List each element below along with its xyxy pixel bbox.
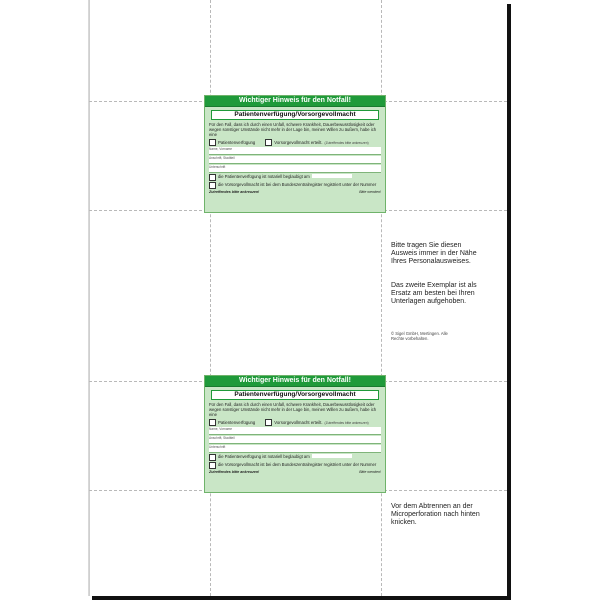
patientenverfuegung-checkbox[interactable]	[209, 419, 216, 426]
vorsorgevollmacht-checkbox[interactable]	[265, 419, 272, 426]
footer-right: Bitte wenden!	[359, 190, 381, 195]
name-field[interactable]: Name, Vorname	[209, 427, 381, 435]
notarized-label: die Patientenverfügung ist notariell beglaubigt am	[218, 174, 310, 180]
notarized-date-field[interactable]	[312, 174, 352, 178]
option-row	[209, 419, 381, 426]
registered-checkbox[interactable]	[209, 182, 216, 189]
signature-field[interactable]: Unterschrift	[209, 445, 381, 453]
option2-label: Vorsorgevollmacht erteilt.	[274, 140, 323, 146]
perforation-vertical-left	[210, 0, 211, 596]
keep-with-id-note: Bitte tragen Sie diesen Ausweis immer in der Nähe Ihres Personalausweises.	[391, 242, 477, 265]
option2-note: (Zutreffendes bitte ankreuzen)	[324, 420, 369, 425]
footer-left: Zutreffendes bitte ankreuzen!	[209, 190, 260, 195]
notarized-checkbox[interactable]	[209, 454, 216, 461]
card-header: Wichtiger Hinweis für den Notfall!	[205, 96, 385, 107]
card-footer	[209, 470, 381, 474]
signature-field[interactable]: Unterschrift	[209, 165, 381, 173]
card-intro-text: Für den Fall, dass ich durch einen Unfall, schwere Krankheit, Dauerbewusstlosigkeit oder wegen sonstiger Umstände nicht mehr in der Lage bin, meinen Willen zu äußern, habe ich eine	[209, 122, 377, 138]
notarized-checkbox[interactable]	[209, 174, 216, 181]
option1-label: Patientenverfügung	[218, 420, 256, 426]
registered-row	[209, 462, 381, 469]
notarized-row	[209, 454, 381, 461]
address-field[interactable]: Anschrift, Stadtteil	[209, 156, 381, 164]
option2-note: (Zutreffendes bitte ankreuzen)	[324, 140, 369, 145]
vorsorgevollmacht-checkbox[interactable]	[265, 139, 272, 146]
emergency-card-2	[204, 375, 386, 493]
option-row	[209, 139, 381, 146]
footer-left: Zutreffendes bitte ankreuzen!	[209, 470, 260, 475]
fold-instruction: Vor dem Abtrennen an der Microperforation nach hinten knicken.	[391, 503, 480, 526]
registered-label: die Vorsorgevollmacht ist bei dem Bundeszentralregister registriert unter der Nummer	[218, 182, 377, 188]
option2-label: Vorsorgevollmacht erteilt.	[274, 420, 323, 426]
footer-right: Bitte wenden!	[359, 470, 381, 475]
emergency-card-1	[204, 95, 386, 213]
perforation-vertical-right	[381, 0, 382, 596]
copyright-text: © Sigel GmbH, Mertingen. Alle Rechte vorbehalten.	[391, 331, 448, 342]
card-intro-text: Für den Fall, dass ich durch einen Unfall, schwere Krankheit, Dauerbewusstlosigkeit oder wegen sonstiger Umstände nicht mehr in der Lage bin, meinen Willen zu äußern, habe ich eine	[209, 402, 377, 418]
registered-row	[209, 182, 381, 189]
perforated-sheet	[88, 0, 507, 596]
name-field[interactable]: Name, Vorname	[209, 147, 381, 155]
notarized-row	[209, 174, 381, 181]
card-footer	[209, 190, 381, 194]
card-header: Wichtiger Hinweis für den Notfall!	[205, 376, 385, 387]
second-copy-note: Das zweite Exemplar ist als Ersatz am besten bei Ihren Unterlagen aufgehoben.	[391, 282, 477, 305]
registered-checkbox[interactable]	[209, 462, 216, 469]
card-subtitle: Patientenverfügung/Vorsorgevollmacht	[211, 390, 379, 400]
patientenverfuegung-checkbox[interactable]	[209, 139, 216, 146]
address-field[interactable]: Anschrift, Stadtteil	[209, 436, 381, 444]
notarized-date-field[interactable]	[312, 454, 352, 458]
card-subtitle: Patientenverfügung/Vorsorgevollmacht	[211, 110, 379, 120]
option1-label: Patientenverfügung	[218, 140, 256, 146]
registered-label: die Vorsorgevollmacht ist bei dem Bundeszentralregister registriert unter der Nummer	[218, 462, 377, 468]
notarized-label: die Patientenverfügung ist notariell beglaubigt am	[218, 454, 310, 460]
